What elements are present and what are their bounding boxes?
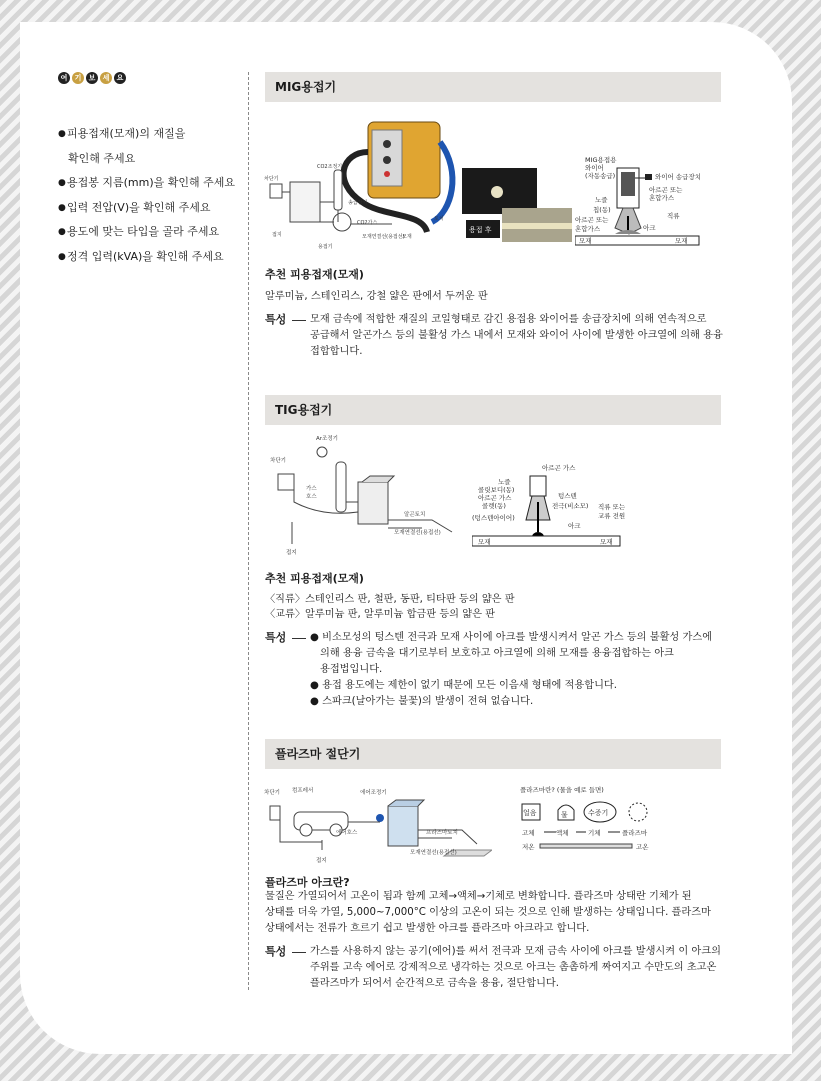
plasma-arc-title: 플라즈마 아크란? xyxy=(265,876,350,889)
mig-diagram-label: 모재연결선(용접선) xyxy=(362,234,405,240)
mig-diagram-label: 차단기 xyxy=(264,176,279,182)
tig-arc-label: 노즐 xyxy=(498,478,511,486)
plasma-diagram-label: 프라즈마토치 xyxy=(426,830,458,836)
checklist-item-continued: 확인해 주세요 xyxy=(68,151,136,165)
checklist-item: ● 용접봉 지름(mm)을 확인해 주세요 xyxy=(58,171,238,196)
mig-feature xyxy=(265,312,735,360)
badge: 여 xyxy=(58,72,70,84)
tig-feature xyxy=(265,630,735,710)
feature-line: 접합합니다. xyxy=(310,346,363,357)
tig-arc-label: 아르곤 가스 xyxy=(542,464,576,472)
mig-arc-label: 직류 xyxy=(667,212,680,220)
phase-label: 액체 xyxy=(556,829,569,837)
plasma-diagram-label: 에어호스 xyxy=(336,830,358,836)
state-label: 얼음 xyxy=(523,809,537,817)
mig-weld-photo xyxy=(462,168,572,242)
tig-arc-label: 아크 xyxy=(568,522,581,530)
badge: 기 xyxy=(72,72,84,84)
feature-label: 특성 xyxy=(265,313,287,326)
tig-arc-label: 전극(비소모) xyxy=(552,502,589,510)
feature-label: 특성 xyxy=(265,945,287,958)
feature-line: 모재 금속에 적합한 재질의 코일형태로 감긴 용접용 와이어를 송급장치에 의해 연속적으로 xyxy=(310,314,707,325)
tig-recommended-text: 〈직류〉스테인리스 판, 철판, 동판, 티타판 등의 얇은 판 xyxy=(265,594,515,605)
mig-equipment-diagram xyxy=(262,112,460,254)
tig-arc-label: 콜렛(동) xyxy=(482,502,506,510)
checklist-item: ● 정격 입력(kVA)을 확인해 주세요 xyxy=(58,245,238,270)
badge: 요 xyxy=(114,72,126,84)
tig-arc-label: 모재 xyxy=(600,538,613,546)
plasma-arc-line: 상태에서는 전류가 흐르기 쉽고 발생한 아크를 플라즈마 아크라고 합니다. xyxy=(265,923,590,934)
mig-arc-label: 와이어 xyxy=(585,164,604,172)
checklist-item: ● 피용접재(모재)의 재질을 xyxy=(58,122,238,147)
mig-arc-label: 칩(동) xyxy=(593,206,611,214)
mig-arc-label: 모재 xyxy=(579,237,592,245)
plasma-section-title: 플라즈마 절단기 xyxy=(265,739,721,769)
feature-label: 특성 xyxy=(265,631,287,644)
plasma-state-diagram xyxy=(510,784,680,856)
badge: 세 xyxy=(100,72,112,84)
tig-arc-label: 교류 전원 xyxy=(598,512,626,520)
mig-arc-label: 와이어 송급장치 xyxy=(655,173,702,181)
tig-arc-diagram xyxy=(472,462,632,550)
tig-diagram-label: 모재연결선(용접선) xyxy=(394,530,441,536)
bullet-icon: ● xyxy=(58,202,66,213)
plasma-diagram-label: 차단기 xyxy=(264,790,280,796)
tig-equipment-diagram xyxy=(262,432,462,562)
column-divider xyxy=(248,72,249,990)
tig-arc-label: (텅스텐아이어) xyxy=(472,514,515,522)
tig-diagram-label: Ar조정기 xyxy=(316,436,338,442)
feature-bullet-continued: 용접법입니다. xyxy=(320,664,383,675)
feature-line: 주위를 고속 에어로 강제적으로 냉각하는 것으로 아크는 촘촘하게 짜여지고 수만도의 초고온 xyxy=(310,962,717,973)
plasma-diagram-label: 모재연결선(용접선) xyxy=(410,850,457,856)
mig-arc-label: 아르곤 또는 xyxy=(575,216,609,224)
bullet-icon: ● xyxy=(58,227,66,237)
feature-bullet-continued: 의해 용융 금속을 대기로부터 보호하고 아크열에 의해 모재를 용융접합하는 아크 xyxy=(320,648,674,659)
phase-label: 플라즈마 xyxy=(622,829,648,837)
mig-arc-label: 아르곤 또는 xyxy=(649,186,683,194)
feature-bullet: ● 비소모성의 텅스텐 전극과 모재 사이에 아크를 발생시켜서 알곤 가스 등의 불활성 가스에 xyxy=(310,632,713,643)
checklist-item: ● 용도에 맞는 타입을 골라 주세요 xyxy=(58,220,238,245)
tig-arc-label: 아르곤 가스 xyxy=(478,494,512,502)
feature-line: 공급해서 알곤가스 등의 불활성 가스 내에서 모재와 와이어 사이에 발생한 아크열에 의해 용융 xyxy=(310,330,723,341)
temp-high: 고온 xyxy=(636,843,649,851)
state-label: 물 xyxy=(561,811,568,819)
plasma-arc-line: 물질은 가열되어서 고온이 됨과 함께 고체→액체→기체로 변화합니다. 플라즈마 상태란 기체가 된 xyxy=(265,891,692,902)
plasma-equipment-diagram xyxy=(262,780,492,870)
mig-arc-label: MIG용접용 xyxy=(585,156,617,164)
mig-diagram-label: CO2가스 xyxy=(357,220,378,226)
feature-line: 플라즈마가 되어서 순간적으로 금속을 용융, 절단합니다. xyxy=(310,978,560,989)
tig-arc-label: 텅스텐 xyxy=(558,492,577,500)
tig-diagram-label: 호스 xyxy=(306,494,317,500)
mig-diagram-label: 용접기 xyxy=(318,244,333,250)
tig-section-title: TIG용접기 xyxy=(265,395,721,425)
mig-arc-label: (자동송급) xyxy=(585,172,616,180)
bullet-icon: ● xyxy=(58,251,66,262)
plasma-feature xyxy=(265,944,735,992)
mig-recommended-text: 알루미늄, 스테인리스, 강철 얇은 판에서 두꺼운 판 xyxy=(265,291,488,302)
plasma-arc-line: 상태를 더욱 가열, 5,000~7,000°C 이상의 고온이 되는 것으로 인해 발생하는 상태입니다. 플라즈마 xyxy=(265,907,711,918)
feature-bullet: ● 스파크(날아가는 불꽃)의 발생이 전혀 없습니다. xyxy=(310,696,534,707)
mig-diagram-label: 송급장치 xyxy=(348,200,368,206)
sidebar-badges xyxy=(58,72,238,84)
feature-bullet: ● 용접 용도에는 제한이 없기 때문에 모든 이음새 형태에 적용합니다. xyxy=(310,680,617,691)
mig-diagram-label: 접지 xyxy=(272,232,282,238)
plasma-diagram-label: 컴프레서 xyxy=(292,788,314,794)
state-label: 수증기 xyxy=(588,809,609,817)
tig-arc-label: 직류 또는 xyxy=(598,503,626,511)
phase-label: 고체 xyxy=(522,829,535,837)
badge: 보 xyxy=(86,72,98,84)
mig-arc-diagram xyxy=(575,156,725,248)
feature-line: 가스를 사용하지 않는 공기(에어)를 써서 전극과 모재 금속 사이에 아크를 발생시켜 이 아크의 xyxy=(310,946,721,957)
mig-section-title: MIG용접기 xyxy=(265,72,721,102)
tig-diagram-label: 가스 xyxy=(306,486,317,492)
tig-diagram-label: 알곤토치 xyxy=(404,512,426,518)
plasma-diagram-label: 에어조정기 xyxy=(360,790,387,796)
feature-dash xyxy=(292,952,306,953)
mig-diagram-label: 토치 xyxy=(434,216,444,222)
mig-arc-label: 혼합가스 xyxy=(649,194,675,202)
tig-diagram-label: 차단기 xyxy=(270,458,286,464)
checklist xyxy=(58,122,238,269)
mig-recommended-title: 추천 피용접재(모재) xyxy=(265,268,364,281)
tig-diagram-label: 접지 xyxy=(286,550,297,556)
plasma-state-title: 플라즈마란? (물을 예로 들면) xyxy=(520,786,604,794)
checklist-item: ● 입력 전압(V)을 확인해 주세요 xyxy=(58,196,238,221)
plasma-diagram-label: 접지 xyxy=(316,858,327,864)
temp-low: 저온 xyxy=(522,843,535,851)
mig-arc-label: 노즐 xyxy=(595,196,608,204)
bullet-icon: ● xyxy=(58,178,66,188)
tig-arc-label: 콜릿보디(동) xyxy=(478,486,515,494)
feature-dash xyxy=(292,638,306,639)
mig-arc-label: 모재 xyxy=(675,237,688,245)
mig-diagram-label: CO2조정기 xyxy=(317,164,343,170)
mig-inset-label: 용접 후 xyxy=(469,226,492,234)
feature-dash xyxy=(292,320,306,321)
mig-arc-label: 혼합가스 xyxy=(575,225,601,233)
mig-diagram-label: 모재 xyxy=(402,234,412,240)
mig-arc-label: 아크 xyxy=(643,224,656,232)
bullet-icon: ● xyxy=(58,129,66,139)
tig-arc-label: 모재 xyxy=(478,538,491,546)
tig-recommended-title: 추천 피용접재(모재) xyxy=(265,572,364,585)
phase-label: 기체 xyxy=(588,829,601,837)
tig-recommended-text: 〈교류〉알루미늄 판, 알루미늄 합금판 등의 얇은 판 xyxy=(265,609,496,620)
sidebar xyxy=(58,72,238,269)
